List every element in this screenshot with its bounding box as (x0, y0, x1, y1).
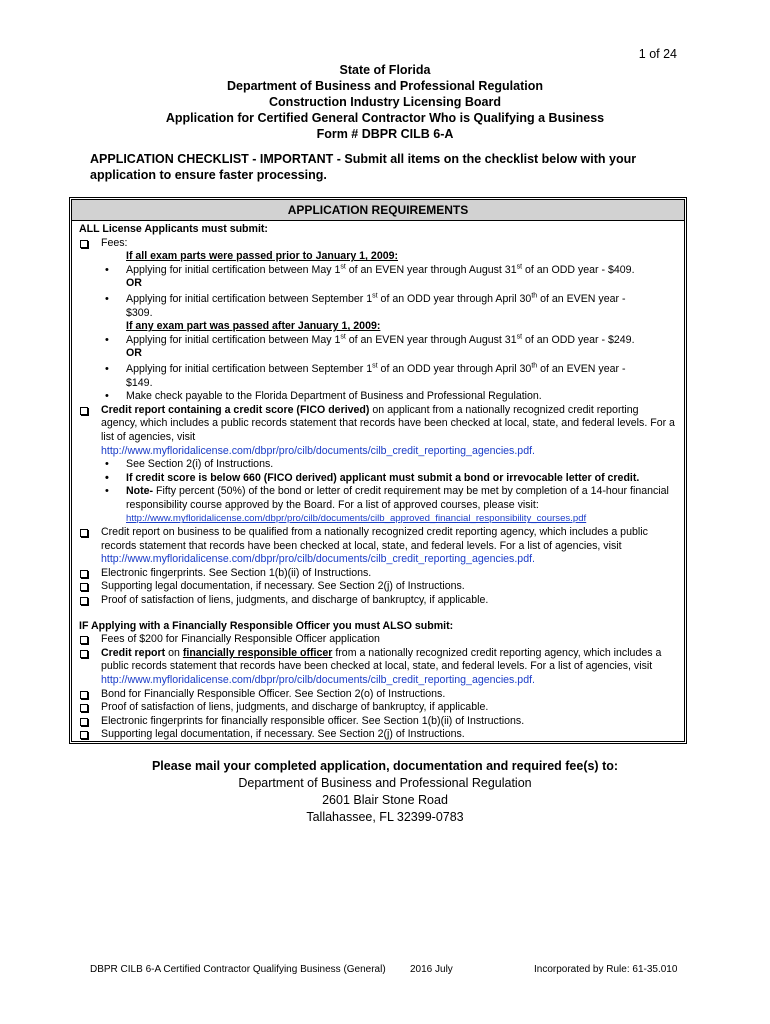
checklist-item-legal-docs: Supporting legal documentation, if necessary. See Section 2(j) of Instructions. (79, 580, 684, 594)
checklist-item-fro-legal: Supporting legal documentation, if necessary. See Section 2(j) of Instructions. (79, 728, 684, 742)
credit-agencies-link[interactable]: http://www.myfloridalicense.com/dbpr/pro/cilb/documents/cilb_credit_reporting_agencies.pdf. (101, 444, 535, 457)
checklist-item-fees (79, 237, 684, 251)
bullet-icon: • (105, 471, 109, 484)
requirements-title: APPLICATION REQUIREMENTS (72, 200, 684, 221)
checkbox-icon (80, 597, 88, 605)
checkbox-icon (80, 691, 88, 699)
header-department: Department of Business and Professional Regulation (226, 79, 544, 93)
credit-score-below-660: • If credit score is below 660 (FICO derived) applicant must submit a bond or irrevocable letter of credit. (105, 471, 640, 484)
bullet-icon: • (105, 458, 109, 471)
checklist-intro: APPLICATION CHECKLIST - IMPORTANT - Submit all items on the checklist below with your application to ensure faster processing. (90, 152, 637, 182)
checkbox-icon (80, 636, 88, 644)
mail-address-line3: Tallahassee, FL 32399-0783 (306, 810, 464, 824)
before-2009-heading: If all exam parts were passed prior to January 1, 2009: (126, 250, 399, 263)
fro-heading: IF Applying with a Financially Responsible Officer you must ALSO submit: (79, 619, 454, 632)
checkbox-icon (80, 704, 88, 712)
bullet-icon: • (105, 390, 109, 403)
header-form-number: Form # DBPR CILB 6-A (316, 127, 454, 141)
checklist-item-fro-credit: Credit report on financially responsible officer from a nationally recognized credit reporting agency, which includes a public records statement that records have been checked at local, state, and federal levels. For a list of agencies, visit http://www.myfloridalicense.com/dbpr/pro/cilb/documents/cilb_credit_reporting_agencies.pdf. (79, 647, 684, 688)
footer-date: 2016 July (410, 964, 453, 975)
fro-credit-agencies-link[interactable]: http://www.myfloridalicense.com/dbpr/pro/cilb/documents/cilb_credit_reporting_agencies.pdf. (101, 674, 535, 686)
bullet-icon: • (105, 292, 109, 305)
header-application-title: Application for Certified General Contractor Who is Qualifying a Business (165, 111, 605, 125)
fee-option-149: • Applying for initial certification between September 1st of an ODD year through April 30th of an EVEN year - $149. (105, 362, 626, 389)
checkbox-icon (80, 718, 88, 726)
checkbox-icon (80, 240, 88, 248)
footer-rule: Incorporated by Rule: 61-35.010 (534, 964, 678, 975)
requirements-content (72, 221, 684, 742)
all-applicants-heading: ALL License Applicants must submit: (79, 223, 268, 235)
header-state: State of Florida (339, 63, 431, 77)
approved-courses-link[interactable]: http://www.myfloridalicense.com/dbpr/pro/cilb/documents/cilb_approved_financial_responsibility_courses.pdf (126, 513, 587, 525)
bullet-icon: • (105, 263, 109, 276)
checklist-item-liens: Proof of satisfaction of liens, judgments, and discharge of bankruptcy, if applicable. (79, 594, 684, 608)
fee-option-309: • Applying for initial certification between September 1st of an ODD year through April 30th of an EVEN year - $309. (105, 292, 626, 319)
checklist-item-business-credit: Credit report on business to be qualified from a nationally recognized credit reporting agency, which includes a public records statement that records have been checked at local, state, and federal levels. For a list of agencies, visit http://www.myfloridalicense.com/dbpr/pro/cilb/documents/cilb_credit_reporting_agencies.pdf. (79, 526, 684, 567)
requirements-box (71, 199, 685, 742)
document-header (0, 62, 770, 142)
header-board: Construction Industry Licensing Board (269, 95, 501, 109)
check-payable-note: • Make check payable to the Florida Department of Business and Professional Regulation. (105, 390, 542, 403)
or-separator: OR (126, 347, 142, 360)
or-separator: OR (126, 277, 142, 290)
fee-option-409: • Applying for initial certification between May 1st of an EVEN year through August 31st of an ODD year - $409. (105, 263, 635, 276)
mailing-instructions (0, 758, 770, 826)
bullet-icon: • (105, 333, 109, 346)
fees-label: Fees: (101, 236, 128, 249)
checkbox-icon (80, 731, 88, 739)
checkbox-icon (80, 529, 88, 537)
checklist-item-fro-bond: Bond for Financially Responsible Officer. See Section 2(o) of Instructions. (79, 688, 684, 702)
checkbox-icon (80, 570, 88, 578)
page-number: 1 of 24 (638, 47, 677, 61)
mail-address-line1: Department of Business and Professional Regulation (238, 776, 532, 790)
checkbox-icon (80, 583, 88, 591)
see-section-2i: • See Section 2(i) of Instructions. (105, 458, 274, 471)
checklist-item-fingerprints: Electronic fingerprints. See Section 1(b)(ii) of Instructions. (79, 567, 684, 581)
footer-form-name: DBPR CILB 6-A Certified Contractor Qualifying Business (General) (90, 964, 386, 975)
fee-option-249: • Applying for initial certification between May 1st of an EVEN year through August 31st of an ODD year - $249. (105, 333, 635, 346)
after-2009-heading: If any exam part was passed after January 1, 2009: (126, 320, 381, 333)
bond-note: • Note- Fifty percent (50%) of the bond or letter of credit requirement may be met by completion of a 14-hour financial responsibility course approved by the Board. For a list of approved courses, please visit: http://www.myfloridalicense.com/dbpr/pro/cilb/documents/cilb_approved_financial_responsibility_courses.pdf (105, 485, 669, 525)
mail-address-line2: 2601 Blair Stone Road (322, 793, 448, 807)
checklist-item-credit-report: Credit report containing a credit score (FICO derived) on applicant from a nationally recognized credit reporting agency, which includes a public records statement that records have been checked at local, state, and federal levels. For a list of agencies, visit http://www.myfloridalicense.com/dbpr/pro/cilb/documents/cilb_credit_reporting_agencies.pdf. (79, 404, 684, 458)
checklist-item-fro-liens: Proof of satisfaction of liens, judgments, and discharge of bankruptcy, if applicable. (79, 701, 684, 715)
bullet-icon: • (105, 485, 109, 498)
business-credit-agencies-link[interactable]: http://www.myfloridalicense.com/dbpr/pro/cilb/documents/cilb_credit_reporting_agencies.pdf. (101, 553, 535, 566)
mail-heading: Please mail your completed application, documentation and required fee(s) to: (151, 759, 619, 773)
checklist-item-fro-fingerprints: Electronic fingerprints for financially responsible officer. See Section 1(b)(ii) of Instructions. (79, 715, 684, 729)
checklist-item-fro-fee: Fees of $200 for Financially Responsible Officer application (79, 633, 684, 647)
checkbox-icon (80, 650, 88, 658)
checkbox-icon (80, 407, 88, 415)
bullet-icon: • (105, 362, 109, 375)
